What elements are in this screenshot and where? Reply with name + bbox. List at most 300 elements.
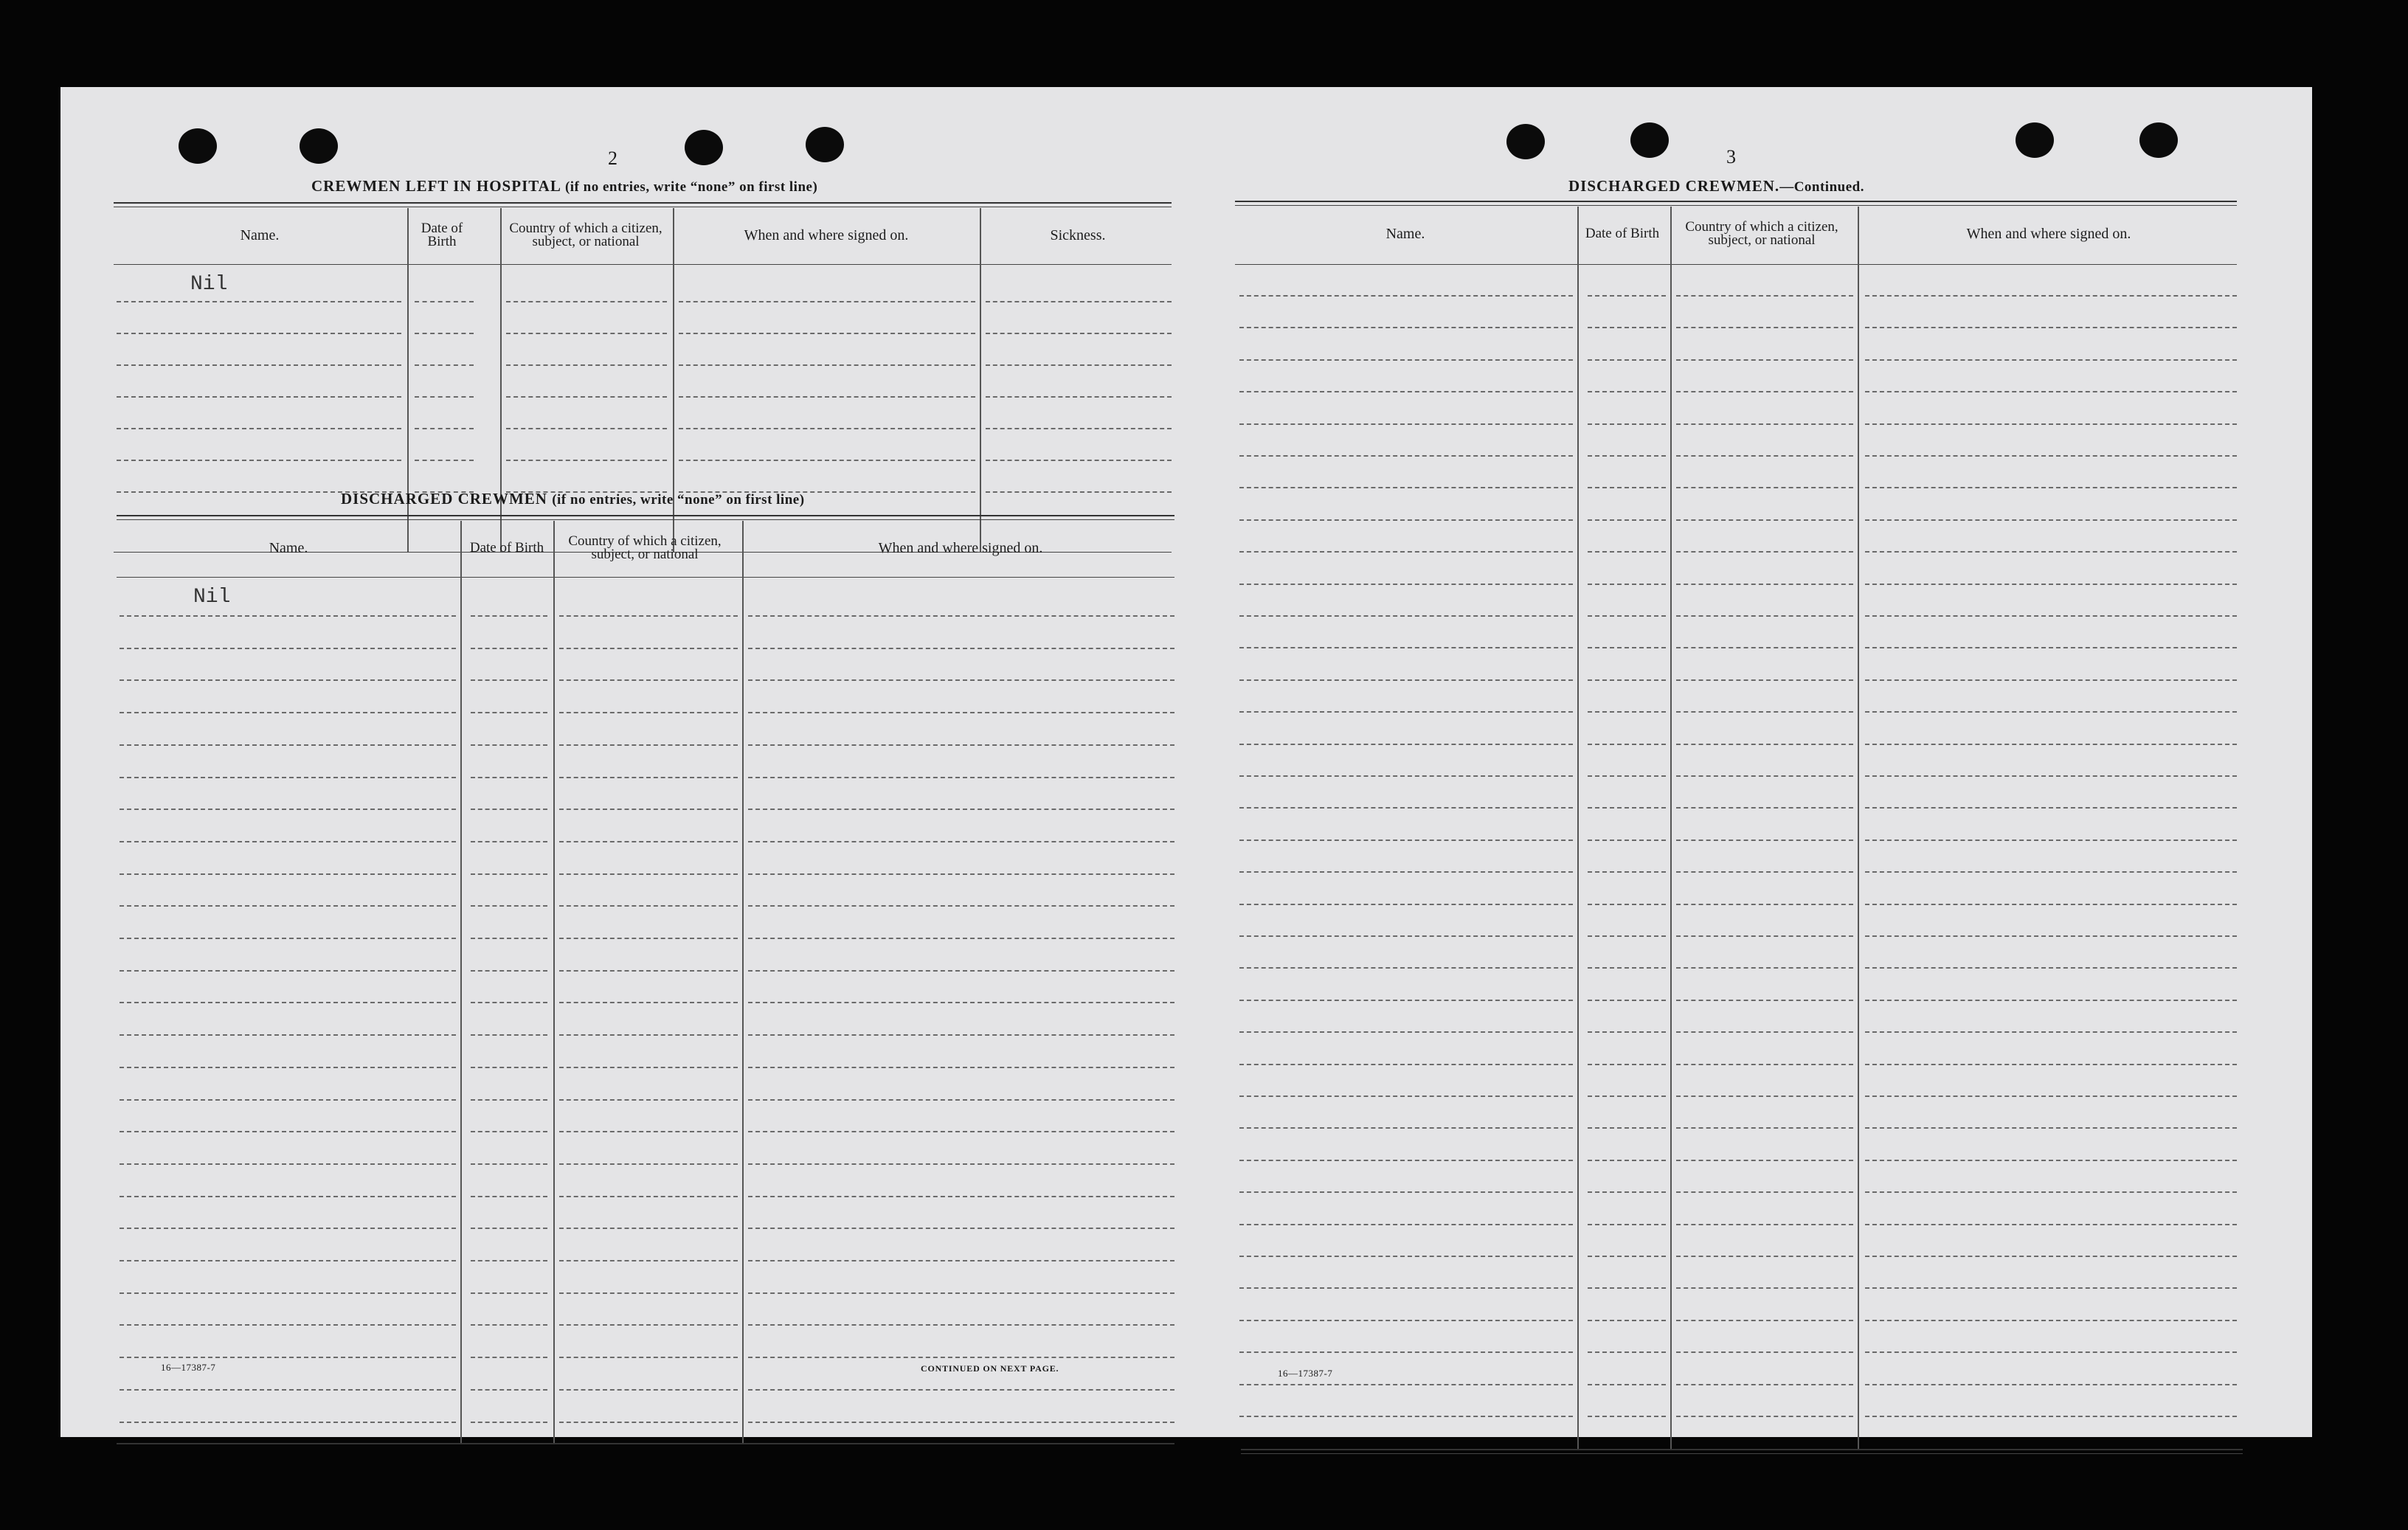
discharged-top-rule-2 bbox=[117, 519, 1174, 520]
form-ruled-line bbox=[1239, 1384, 1573, 1385]
form-ruled-line bbox=[120, 1324, 456, 1326]
form-ruled-line bbox=[559, 1002, 738, 1003]
hospital-header-rule bbox=[114, 264, 1172, 265]
form-ruled-line bbox=[1588, 1224, 1666, 1225]
form-ruled-line bbox=[415, 396, 474, 398]
form-ruled-line bbox=[471, 1002, 547, 1003]
form-ruled-line bbox=[1588, 391, 1666, 392]
form-ruled-line bbox=[748, 873, 1174, 875]
form-ruled-line bbox=[471, 873, 547, 875]
right-col-dob: Date of Birth bbox=[1585, 226, 1660, 241]
form-ruled-line bbox=[1588, 840, 1666, 841]
discharged-header-rule bbox=[117, 577, 1174, 578]
form-ruled-line bbox=[1588, 584, 1666, 585]
form-ruled-line bbox=[1588, 359, 1666, 361]
form-ruled-line bbox=[1676, 1095, 1853, 1097]
form-ruled-line bbox=[1239, 775, 1573, 777]
form-ruled-line bbox=[1865, 327, 2237, 328]
right-col-country: Country of which a citizen, subject, or national bbox=[1685, 219, 1838, 248]
form-ruled-line bbox=[120, 970, 456, 972]
form-ruled-line bbox=[1865, 967, 2237, 969]
form-ruled-line bbox=[1676, 615, 1853, 617]
form-ruled-line bbox=[1865, 487, 2237, 488]
form-ruled-line bbox=[559, 873, 738, 875]
form-ruled-line bbox=[1865, 904, 2237, 905]
punch-hole bbox=[2139, 122, 2178, 158]
form-ruled-line bbox=[748, 1002, 1174, 1003]
form-ruled-line bbox=[1239, 487, 1573, 488]
form-ruled-line bbox=[1239, 1191, 1573, 1193]
form-ruled-line bbox=[1676, 391, 1853, 392]
form-ruled-line bbox=[559, 1099, 738, 1101]
form-ruled-line bbox=[120, 938, 456, 939]
form-ruled-line bbox=[415, 333, 474, 334]
discharged-col-dob: Date of Birth bbox=[469, 540, 544, 555]
form-ruled-line bbox=[117, 396, 401, 398]
form-ruled-line bbox=[120, 905, 456, 907]
form-ruled-line bbox=[120, 1292, 456, 1294]
form-ruled-line bbox=[1865, 295, 2237, 297]
form-ruled-line bbox=[120, 648, 456, 649]
form-ruled-line bbox=[120, 841, 456, 842]
form-ruled-line bbox=[120, 1422, 456, 1423]
form-ruled-line bbox=[1865, 679, 2237, 681]
form-ruled-line bbox=[506, 301, 667, 302]
form-ruled-line bbox=[1865, 711, 2237, 713]
right-col-divider bbox=[1577, 207, 1579, 1450]
form-ruled-line bbox=[1239, 1000, 1573, 1001]
form-ruled-line bbox=[1865, 1000, 2237, 1001]
form-ruled-line bbox=[1865, 1351, 2237, 1353]
right-col-divider bbox=[1670, 207, 1672, 1450]
hospital-col-signed-on: When and where signed on. bbox=[744, 226, 909, 243]
punch-hole bbox=[1630, 122, 1669, 158]
right-bottom-rule-2 bbox=[1241, 1453, 2243, 1454]
form-ruled-line bbox=[1239, 871, 1573, 873]
form-ruled-line bbox=[471, 1034, 547, 1036]
form-ruled-line bbox=[748, 1260, 1174, 1261]
form-ruled-line bbox=[1865, 935, 2237, 937]
hospital-col-country: Country of which a citizen, subject, or national bbox=[509, 221, 662, 249]
form-ruled-line bbox=[748, 970, 1174, 972]
form-ruled-line bbox=[1239, 967, 1573, 969]
form-ruled-line bbox=[748, 648, 1174, 649]
form-ruled-line bbox=[1676, 327, 1853, 328]
form-ruled-line bbox=[559, 744, 738, 746]
form-number-left: 16—17387-7 bbox=[161, 1362, 216, 1373]
form-ruled-line bbox=[1588, 935, 1666, 937]
form-ruled-line bbox=[1676, 840, 1853, 841]
punch-hole bbox=[1506, 124, 1545, 159]
form-ruled-line bbox=[471, 938, 547, 939]
discharged-col-country: Country of which a citizen, subject, or national bbox=[568, 533, 722, 562]
form-ruled-line bbox=[1239, 647, 1573, 648]
form-ruled-line bbox=[1239, 584, 1573, 585]
form-ruled-line bbox=[679, 396, 975, 398]
form-ruled-line bbox=[1588, 807, 1666, 809]
form-ruled-line bbox=[1588, 1287, 1666, 1289]
form-ruled-line bbox=[1865, 391, 2237, 392]
form-ruled-line bbox=[1676, 359, 1853, 361]
form-ruled-line bbox=[471, 1357, 547, 1358]
form-ruled-line bbox=[471, 679, 547, 681]
form-ruled-line bbox=[748, 1034, 1174, 1036]
form-ruled-line bbox=[679, 364, 975, 366]
form-ruled-line bbox=[748, 712, 1174, 713]
form-ruled-line bbox=[1865, 1384, 2237, 1385]
form-ruled-line bbox=[471, 809, 547, 810]
form-ruled-line bbox=[986, 428, 1172, 429]
form-ruled-line bbox=[1676, 935, 1853, 937]
form-ruled-line bbox=[506, 428, 667, 429]
continued-note: CONTINUED ON NEXT PAGE. bbox=[921, 1363, 1059, 1374]
form-ruled-line bbox=[415, 301, 474, 302]
form-ruled-line bbox=[1588, 1095, 1666, 1097]
form-ruled-line bbox=[117, 333, 401, 334]
form-ruled-line bbox=[1676, 423, 1853, 425]
form-ruled-line bbox=[1239, 1416, 1573, 1417]
form-ruled-line bbox=[1865, 775, 2237, 777]
form-ruled-line bbox=[1865, 647, 2237, 648]
form-ruled-line bbox=[986, 333, 1172, 334]
form-ruled-line bbox=[1676, 584, 1853, 585]
form-ruled-line bbox=[117, 301, 401, 302]
form-ruled-line bbox=[471, 1163, 547, 1165]
form-ruled-line bbox=[1239, 1064, 1573, 1065]
form-ruled-line bbox=[1588, 327, 1666, 328]
form-ruled-line bbox=[559, 1260, 738, 1261]
right-col-divider bbox=[1858, 207, 1859, 1450]
form-ruled-line bbox=[1676, 1351, 1853, 1353]
form-ruled-line bbox=[1239, 359, 1573, 361]
form-ruled-line bbox=[1239, 711, 1573, 713]
form-ruled-line bbox=[120, 809, 456, 810]
form-ruled-line bbox=[1676, 1000, 1853, 1001]
form-ruled-line bbox=[120, 777, 456, 778]
form-ruled-line bbox=[1588, 1160, 1666, 1161]
form-ruled-line bbox=[1676, 807, 1853, 809]
form-ruled-line bbox=[120, 873, 456, 875]
form-ruled-line bbox=[120, 712, 456, 713]
form-ruled-line bbox=[679, 333, 975, 334]
right-title-suffix: —Continued. bbox=[1779, 179, 1864, 195]
hospital-title-text: CREWMEN LEFT IN HOSPITAL bbox=[311, 177, 561, 195]
form-ruled-line bbox=[1588, 647, 1666, 648]
form-ruled-line bbox=[986, 301, 1172, 302]
hospital-col-divider bbox=[980, 208, 981, 552]
form-ruled-line bbox=[1588, 455, 1666, 457]
discharged-col-divider bbox=[742, 521, 744, 1444]
form-ruled-line bbox=[748, 679, 1174, 681]
form-ruled-line bbox=[471, 1292, 547, 1294]
form-ruled-line bbox=[559, 1228, 738, 1229]
right-col-signed-on: When and where signed on. bbox=[1966, 225, 2131, 242]
form-ruled-line bbox=[1676, 1256, 1853, 1257]
form-ruled-line bbox=[415, 460, 474, 461]
form-ruled-line bbox=[471, 1099, 547, 1101]
form-ruled-line bbox=[1676, 1224, 1853, 1225]
form-ruled-line bbox=[117, 428, 401, 429]
hospital-instruction: (if no entries, write “none” on first line) bbox=[564, 179, 818, 195]
discharged-bottom-rule bbox=[117, 1443, 1174, 1444]
form-ruled-line bbox=[1676, 1064, 1853, 1065]
discharged-title-text: DISCHARGED CREWMEN bbox=[341, 490, 547, 508]
form-ruled-line bbox=[120, 679, 456, 681]
hospital-section-title bbox=[311, 177, 817, 195]
form-ruled-line bbox=[506, 460, 667, 461]
form-ruled-line bbox=[1865, 584, 2237, 585]
form-ruled-line bbox=[1239, 551, 1573, 553]
form-ruled-line bbox=[559, 1131, 738, 1132]
form-ruled-line bbox=[559, 648, 738, 649]
form-ruled-line bbox=[1865, 1095, 2237, 1097]
form-ruled-line bbox=[559, 809, 738, 810]
form-ruled-line bbox=[748, 1099, 1174, 1101]
form-ruled-line bbox=[471, 1196, 547, 1197]
form-ruled-line bbox=[559, 679, 738, 681]
form-ruled-line bbox=[1865, 807, 2237, 809]
form-ruled-line bbox=[1588, 1000, 1666, 1001]
form-ruled-line bbox=[1239, 1224, 1573, 1225]
form-ruled-line bbox=[559, 1357, 738, 1358]
form-ruled-line bbox=[1676, 1320, 1853, 1321]
form-ruled-line bbox=[986, 491, 1172, 493]
form-ruled-line bbox=[1676, 1384, 1853, 1385]
form-ruled-line bbox=[506, 364, 667, 366]
form-ruled-line bbox=[748, 1163, 1174, 1165]
hospital-col-dob: Date of Birth bbox=[421, 221, 463, 249]
form-ruled-line bbox=[748, 1131, 1174, 1132]
form-ruled-line bbox=[1239, 391, 1573, 392]
form-ruled-line bbox=[1676, 1287, 1853, 1289]
form-ruled-line bbox=[1865, 615, 2237, 617]
form-ruled-line bbox=[1588, 1127, 1666, 1129]
hospital-col-sickness: Sickness. bbox=[1050, 226, 1106, 243]
form-ruled-line bbox=[1676, 1031, 1853, 1033]
form-ruled-line bbox=[120, 1196, 456, 1197]
form-ruled-line bbox=[748, 615, 1174, 617]
form-ruled-line bbox=[1676, 455, 1853, 457]
form-ruled-line bbox=[471, 1228, 547, 1229]
form-ruled-line bbox=[986, 396, 1172, 398]
form-ruled-line bbox=[1865, 1031, 2237, 1033]
form-ruled-line bbox=[559, 905, 738, 907]
form-ruled-line bbox=[1865, 1064, 2237, 1065]
form-ruled-line bbox=[471, 777, 547, 778]
form-ruled-line bbox=[1865, 871, 2237, 873]
form-ruled-line bbox=[748, 841, 1174, 842]
form-ruled-line bbox=[1239, 1320, 1573, 1321]
form-ruled-line bbox=[1239, 807, 1573, 809]
form-ruled-line bbox=[1239, 744, 1573, 745]
form-ruled-line bbox=[559, 712, 738, 713]
form-ruled-line bbox=[415, 428, 474, 429]
form-ruled-line bbox=[1865, 1416, 2237, 1417]
form-ruled-line bbox=[471, 1324, 547, 1326]
form-ruled-line bbox=[1239, 679, 1573, 681]
form-ruled-line bbox=[1239, 1351, 1573, 1353]
form-ruled-line bbox=[506, 333, 667, 334]
form-ruled-line bbox=[471, 1422, 547, 1423]
form-ruled-line bbox=[1588, 1256, 1666, 1257]
form-ruled-line bbox=[1676, 647, 1853, 648]
form-ruled-line bbox=[559, 1389, 738, 1391]
form-ruled-line bbox=[1676, 1127, 1853, 1129]
form-ruled-line bbox=[748, 938, 1174, 939]
punch-hole bbox=[179, 128, 217, 164]
right-top-rule-2 bbox=[1235, 205, 2237, 206]
form-ruled-line bbox=[748, 1357, 1174, 1358]
form-ruled-line bbox=[120, 1260, 456, 1261]
form-ruled-line bbox=[748, 1389, 1174, 1391]
hospital-first-entry: Nil bbox=[190, 273, 228, 296]
discharged-col-signed-on: When and where signed on. bbox=[878, 539, 1043, 556]
form-ruled-line bbox=[1676, 295, 1853, 297]
punch-hole bbox=[2016, 122, 2054, 158]
form-ruled-line bbox=[120, 1163, 456, 1165]
form-ruled-line bbox=[1588, 711, 1666, 713]
form-ruled-line bbox=[1588, 1031, 1666, 1033]
form-ruled-line bbox=[1676, 551, 1853, 553]
form-ruled-line bbox=[1588, 487, 1666, 488]
form-ruled-line bbox=[1865, 1127, 2237, 1129]
form-ruled-line bbox=[120, 1389, 456, 1391]
form-ruled-line bbox=[748, 744, 1174, 746]
form-ruled-line bbox=[1239, 935, 1573, 937]
form-ruled-line bbox=[679, 460, 975, 461]
form-ruled-line bbox=[1676, 487, 1853, 488]
form-ruled-line bbox=[1239, 904, 1573, 905]
form-ruled-line bbox=[1239, 423, 1573, 425]
form-ruled-line bbox=[748, 1196, 1174, 1197]
form-ruled-line bbox=[1865, 1224, 2237, 1225]
form-ruled-line bbox=[1239, 455, 1573, 457]
form-ruled-line bbox=[1676, 1160, 1853, 1161]
hospital-col-name: Name. bbox=[240, 226, 280, 243]
form-ruled-line bbox=[1588, 1416, 1666, 1417]
form-ruled-line bbox=[1588, 1384, 1666, 1385]
form-ruled-line bbox=[1588, 1320, 1666, 1321]
form-ruled-line bbox=[471, 712, 547, 713]
form-ruled-line bbox=[471, 744, 547, 746]
form-ruled-line bbox=[559, 1067, 738, 1068]
form-ruled-line bbox=[471, 841, 547, 842]
form-ruled-line bbox=[559, 615, 738, 617]
form-ruled-line bbox=[120, 744, 456, 746]
form-ruled-line bbox=[1239, 1287, 1573, 1289]
form-ruled-line bbox=[120, 1228, 456, 1229]
form-ruled-line bbox=[471, 1260, 547, 1261]
form-ruled-line bbox=[679, 301, 975, 302]
right-top-rule bbox=[1235, 201, 2237, 202]
right-title-text: DISCHARGED CREWMEN. bbox=[1568, 177, 1780, 195]
form-ruled-line bbox=[415, 364, 474, 366]
form-ruled-line bbox=[1676, 1191, 1853, 1193]
form-ruled-line bbox=[1239, 327, 1573, 328]
form-ruled-line bbox=[559, 841, 738, 842]
form-ruled-line bbox=[120, 615, 456, 617]
form-ruled-line bbox=[748, 1292, 1174, 1294]
form-ruled-line bbox=[1588, 423, 1666, 425]
discharged-col-name: Name. bbox=[269, 539, 308, 556]
form-ruled-line bbox=[1588, 744, 1666, 745]
right-section-title bbox=[1568, 177, 1864, 195]
form-ruled-line bbox=[1676, 679, 1853, 681]
form-ruled-line bbox=[117, 364, 401, 366]
form-ruled-line bbox=[120, 1067, 456, 1068]
form-ruled-line bbox=[117, 460, 401, 461]
page-number-right: 3 bbox=[1726, 146, 1736, 167]
form-ruled-line bbox=[748, 809, 1174, 810]
form-ruled-line bbox=[559, 1324, 738, 1326]
form-ruled-line bbox=[471, 905, 547, 907]
form-ruled-line bbox=[559, 938, 738, 939]
form-ruled-line bbox=[1588, 519, 1666, 521]
form-ruled-line bbox=[1239, 1160, 1573, 1161]
form-ruled-line bbox=[1239, 519, 1573, 521]
form-ruled-line bbox=[471, 615, 547, 617]
form-ruled-line bbox=[1865, 1256, 2237, 1257]
form-ruled-line bbox=[1865, 1287, 2237, 1289]
form-ruled-line bbox=[1239, 1031, 1573, 1033]
form-ruled-line bbox=[559, 1034, 738, 1036]
punch-hole bbox=[300, 128, 338, 164]
form-ruled-line bbox=[506, 396, 667, 398]
form-ruled-line bbox=[559, 1196, 738, 1197]
form-ruled-line bbox=[471, 1131, 547, 1132]
form-ruled-line bbox=[1865, 551, 2237, 553]
punch-hole bbox=[806, 127, 844, 162]
form-ruled-line bbox=[986, 460, 1172, 461]
form-ruled-line bbox=[1588, 1191, 1666, 1193]
form-ruled-line bbox=[1676, 904, 1853, 905]
form-ruled-line bbox=[120, 1034, 456, 1036]
form-ruled-line bbox=[1676, 711, 1853, 713]
form-ruled-line bbox=[471, 1067, 547, 1068]
form-ruled-line bbox=[748, 1422, 1174, 1423]
form-ruled-line bbox=[1588, 904, 1666, 905]
form-ruled-line bbox=[679, 428, 975, 429]
form-ruled-line bbox=[748, 777, 1174, 778]
form-ruled-line bbox=[1676, 1416, 1853, 1417]
form-ruled-line bbox=[1239, 1256, 1573, 1257]
form-ruled-line bbox=[1588, 551, 1666, 553]
form-ruled-line bbox=[748, 1324, 1174, 1326]
form-ruled-line bbox=[1588, 615, 1666, 617]
discharged-col-divider bbox=[460, 521, 462, 1444]
form-ruled-line bbox=[471, 1389, 547, 1391]
form-ruled-line bbox=[1865, 359, 2237, 361]
form-ruled-line bbox=[1865, 455, 2237, 457]
form-ruled-line bbox=[559, 1292, 738, 1294]
form-ruled-line bbox=[559, 1422, 738, 1423]
form-ruled-line bbox=[1676, 519, 1853, 521]
form-ruled-line bbox=[1865, 519, 2237, 521]
form-ruled-line bbox=[1588, 1064, 1666, 1065]
form-ruled-line bbox=[1239, 1095, 1573, 1097]
form-ruled-line bbox=[748, 1067, 1174, 1068]
form-ruled-line bbox=[1865, 423, 2237, 425]
form-ruled-line bbox=[1588, 967, 1666, 969]
form-ruled-line bbox=[748, 1228, 1174, 1229]
form-ruled-line bbox=[1865, 1320, 2237, 1321]
form-number-right: 16—17387-7 bbox=[1278, 1368, 1333, 1379]
punch-hole bbox=[685, 130, 723, 165]
form-ruled-line bbox=[748, 905, 1174, 907]
form-ruled-line bbox=[1676, 967, 1853, 969]
form-ruled-line bbox=[120, 1099, 456, 1101]
form-ruled-line bbox=[1676, 744, 1853, 745]
